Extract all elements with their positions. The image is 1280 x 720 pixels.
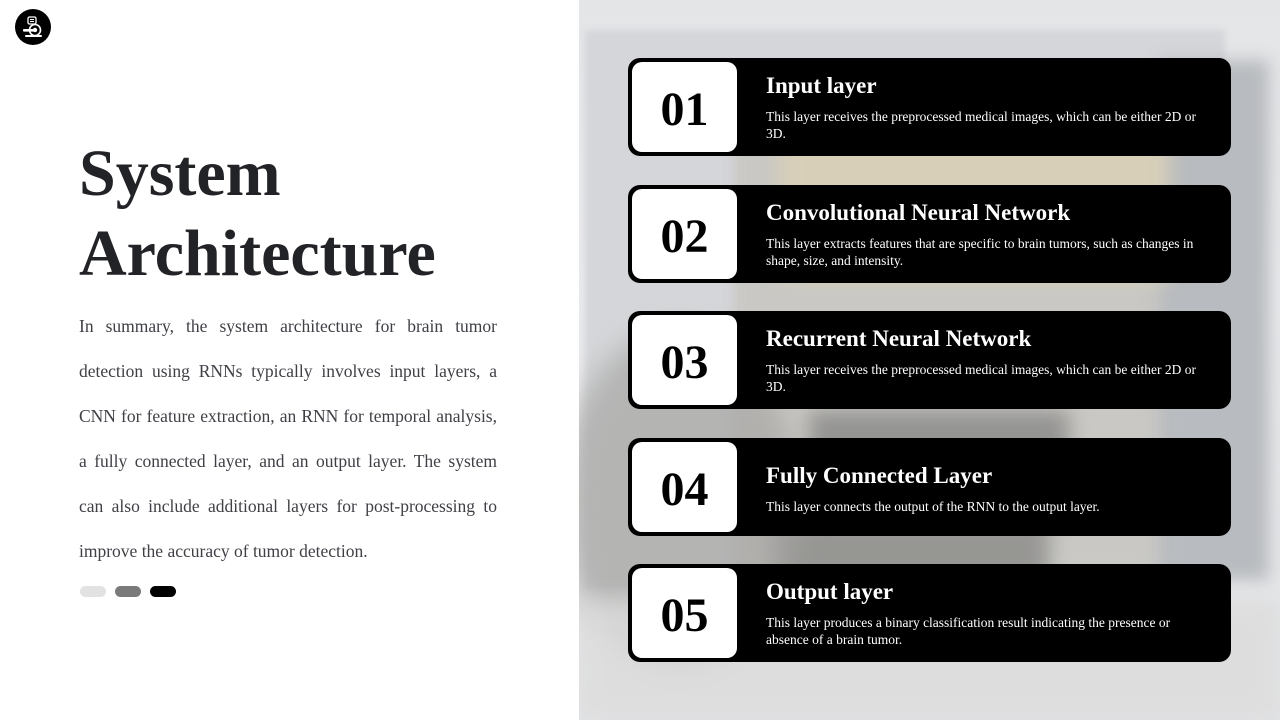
layer-title: Input layer <box>766 73 877 98</box>
layer-card-3[interactable] <box>628 311 1231 409</box>
summary-paragraph: In summary, the system architecture for brain tumor detection using RNNs typically involves input layers, a CNN for feature extraction, an RNN for temporal analysis, a fully connected layer, and an output layer. The system can also include additional layers for post-processing to improve the accuracy of tumor detection. <box>79 316 497 561</box>
layer-description: This layer receives the preprocessed medical images, which can be either 2D or 3D. <box>766 109 1196 141</box>
layer-number-box <box>632 62 737 152</box>
layer-title: Fully Connected Layer <box>766 463 993 488</box>
layer-number: 05 <box>660 589 709 642</box>
layer-text <box>766 325 1206 395</box>
pagination-dot-1[interactable] <box>80 586 106 597</box>
layer-title: Output layer <box>766 579 894 604</box>
pagination-dots <box>80 586 176 597</box>
slide-title <box>79 134 549 294</box>
layer-card-5[interactable] <box>628 564 1231 662</box>
pagination-dot-2[interactable] <box>115 586 141 597</box>
layer-description: This layer connects the output of the RNN to the output layer. <box>766 499 1100 514</box>
layer-title: Recurrent Neural Network <box>766 326 1032 351</box>
title-line-1: System <box>79 137 281 210</box>
layer-text <box>766 462 1206 515</box>
layer-card-2[interactable] <box>628 185 1231 283</box>
layer-number: 03 <box>660 336 709 389</box>
title-line-2: Architecture <box>79 217 436 290</box>
layer-number: 04 <box>660 463 709 516</box>
layer-number-box <box>632 442 737 532</box>
layer-number-box <box>632 315 737 405</box>
layer-title: Convolutional Neural Network <box>766 200 1071 225</box>
layer-description: This layer produces a binary classification result indicating the presence or absence of a brain tumor. <box>766 615 1171 647</box>
layer-description: This layer receives the preprocessed medical images, which can be either 2D or 3D. <box>766 362 1196 394</box>
pagination-dot-3[interactable] <box>150 586 176 597</box>
layer-card-1[interactable] <box>628 58 1231 156</box>
layer-description: This layer extracts features that are specific to brain tumors, such as changes in shape, size, and intensity. <box>766 236 1194 268</box>
layer-number: 02 <box>660 210 709 263</box>
layer-number-box <box>632 568 737 658</box>
layer-number: 01 <box>660 83 709 136</box>
layer-text <box>766 578 1206 648</box>
layer-number-box <box>632 189 737 279</box>
mri-scanner-icon <box>15 9 51 45</box>
layer-card-4[interactable] <box>628 438 1231 536</box>
layer-text <box>766 199 1206 269</box>
layer-text <box>766 72 1206 142</box>
